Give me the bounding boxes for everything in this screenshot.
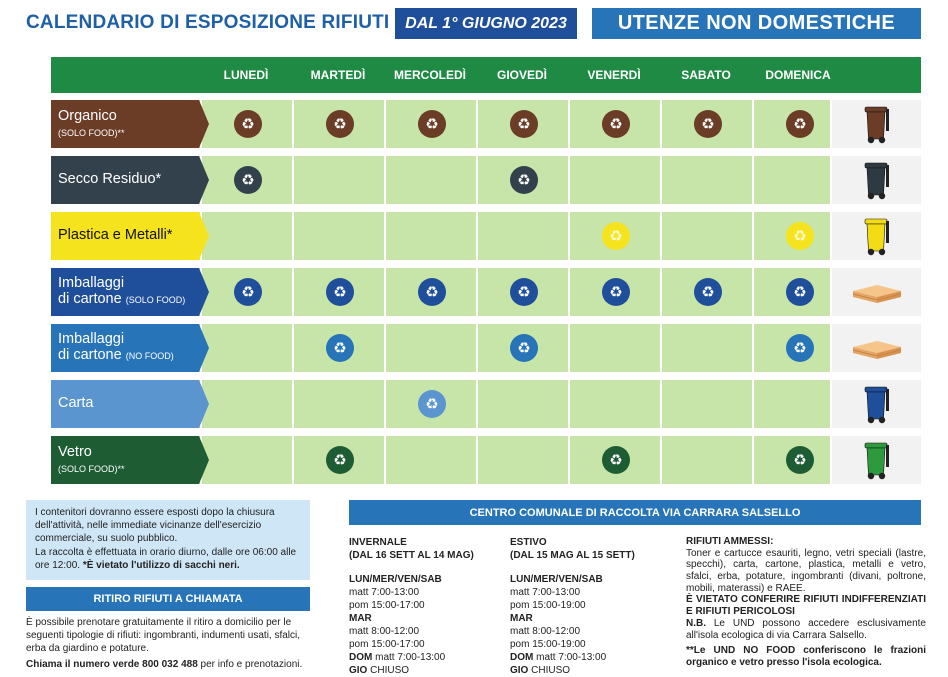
day-group: MAR — [349, 613, 372, 624]
label-arrow — [199, 100, 209, 148]
waste-row — [51, 268, 921, 316]
collection-day-icon: ♻ — [602, 278, 630, 306]
black-bin-icon — [830, 156, 921, 204]
season-title: ESTIVO — [510, 537, 547, 548]
collection-day-icon: ♻ — [602, 110, 630, 138]
collection-day-icon: ♻ — [234, 166, 262, 194]
cardboard-icon — [830, 268, 921, 316]
day-cell — [292, 268, 384, 316]
waste-note: (SOLO FOOD) — [125, 295, 186, 305]
waste-row — [51, 324, 921, 372]
day-cell — [660, 380, 752, 428]
label-arrow — [199, 436, 209, 484]
brown-bin-icon — [830, 100, 921, 148]
waste-name-2: di cartone — [58, 347, 122, 363]
waste-name: Organico — [58, 108, 117, 125]
ritiro-description: È possibile prenotare gratuitamente il ritiro a domicilio per le seguenti tipologie di rifiuti: ingombranti, indumenti usati, sfalci, erba da giardino e potature. — [26, 617, 301, 654]
day-group: LUN/MER/VEN/SAB — [349, 574, 442, 585]
day-cell — [200, 156, 292, 204]
day-header-1: MARTEDÌ — [310, 68, 366, 82]
collection-day-icon: ♻ — [326, 446, 354, 474]
day-cell — [292, 212, 384, 260]
day-cell — [292, 436, 384, 484]
day-group: DOM — [510, 652, 534, 663]
collection-day-icon: ♻ — [694, 278, 722, 306]
day-cell — [568, 156, 660, 204]
collection-day-icon: ♻ — [786, 110, 814, 138]
waste-label — [51, 156, 199, 204]
hours: matt 7:00-13:00 — [375, 652, 446, 663]
day-cell — [200, 212, 292, 260]
waste-label — [51, 380, 199, 428]
day-cell — [384, 268, 476, 316]
day-cell — [292, 156, 384, 204]
day-cell — [200, 100, 292, 148]
season-title: INVERNALE — [349, 537, 407, 548]
day-cell — [568, 212, 660, 260]
waste-label — [51, 436, 199, 484]
collection-day-icon: ♻ — [786, 278, 814, 306]
collection-day-icon: ♻ — [786, 446, 814, 474]
hours: CHIUSO — [531, 665, 571, 676]
day-cell — [568, 436, 660, 484]
schedule-invernale — [349, 536, 474, 677]
day-cell — [384, 156, 476, 204]
collection-day-icon: ♻ — [326, 278, 354, 306]
hours: matt 7:00-13:00 — [349, 587, 420, 598]
waste-name-2: di cartone — [58, 291, 122, 307]
day-header-0: LUNEDÌ — [223, 68, 269, 82]
hours: matt 7:00-13:00 — [536, 652, 607, 663]
hours: matt 8:00-12:00 — [510, 626, 581, 637]
hours: matt 8:00-12:00 — [349, 626, 420, 637]
hours: pom 15:00-19:00 — [510, 639, 586, 650]
waste-name: Plastica e Metalli* — [58, 227, 173, 244]
collection-day-icon: ♻ — [694, 110, 722, 138]
waste-label — [51, 324, 199, 372]
waste-row — [51, 212, 921, 260]
waste-label — [51, 268, 199, 316]
waste-row — [51, 100, 921, 148]
hours: pom 15:00-19:00 — [510, 600, 586, 611]
day-cell — [476, 156, 568, 204]
collection-day-icon: ♻ — [418, 278, 446, 306]
blue-bin-icon — [830, 380, 921, 428]
info-text-2: La raccolta è effettuata in orario diurno, dalle ore 06:00 alle ore 12:00. — [35, 546, 297, 571]
waste-note: (NO FOOD) — [125, 351, 174, 361]
day-cell — [476, 100, 568, 148]
day-cell — [660, 212, 752, 260]
waste-name: Vetro — [58, 444, 92, 461]
rifiuti-ammessi — [686, 536, 926, 669]
day-cell — [200, 268, 292, 316]
waste-name: Secco Residuo* — [58, 171, 162, 188]
cardboard-icon — [830, 324, 921, 372]
day-header-4: VENERDÌ — [587, 68, 641, 82]
collection-day-icon: ♻ — [510, 278, 538, 306]
day-cell — [292, 100, 384, 148]
waste-name: Imballaggi — [58, 331, 125, 348]
collection-day-icon: ♻ — [602, 446, 630, 474]
yellow-bin-icon — [830, 212, 921, 260]
day-cell — [660, 156, 752, 204]
collection-day-icon: ♻ — [510, 166, 538, 194]
info-text-1: I contenitori dovranno essere esposti dopo la chiusura dell'attività, nelle immediate vicinanze dell'esercizio commerciale, su suolo pubblico. — [35, 507, 275, 545]
day-group: GIO — [349, 665, 368, 676]
day-cell — [292, 324, 384, 372]
waste-name: Carta — [58, 395, 94, 412]
hours: CHIUSO — [370, 665, 410, 676]
centro-header: CENTRO COMUNALE DI RACCOLTA VIA CARRARA SALSELLO — [349, 500, 921, 525]
collection-day-icon: ♻ — [418, 110, 446, 138]
hours: pom 15:00-17:00 — [349, 639, 425, 650]
waste-row — [51, 436, 921, 484]
day-cell — [568, 380, 660, 428]
collection-day-icon: ♻ — [234, 110, 262, 138]
waste-label — [51, 212, 199, 260]
collection-day-icon: ♻ — [510, 110, 538, 138]
day-header-3: GIOVEDÌ — [496, 68, 547, 82]
day-group: GIO — [510, 665, 529, 676]
waste-name: Imballaggi — [58, 275, 125, 292]
collection-day-icon: ♻ — [510, 334, 538, 362]
day-cell — [384, 212, 476, 260]
season-period: (DAL 16 SETT AL 14 MAG) — [349, 550, 474, 561]
days-header — [51, 57, 921, 93]
label-arrow — [199, 268, 209, 316]
ammessi-text: Toner e cartucce esauriti, legno, vetri speciali (lastre, specchi), carta, cartone, plastica, metalli e vetro, sfalci, erba, potature, ingombranti (divani, poltrone, mobili, materassi) e RAEE. — [686, 547, 926, 594]
collection-day-icon: ♻ — [234, 278, 262, 306]
day-group: DOM — [349, 652, 373, 663]
day-header-6: DOMENICA — [765, 68, 831, 82]
day-cell — [200, 324, 292, 372]
day-cell — [476, 324, 568, 372]
label-arrow — [199, 212, 209, 260]
day-cell — [384, 436, 476, 484]
waste-row — [51, 380, 921, 428]
day-cell — [476, 212, 568, 260]
collection-day-icon: ♻ — [326, 334, 354, 362]
hours: matt 7:00-13:00 — [510, 587, 581, 598]
day-cell — [568, 268, 660, 316]
green-bin-icon — [830, 436, 921, 484]
info-box — [26, 500, 310, 580]
collection-day-icon: ♻ — [602, 222, 630, 250]
nb-text: Le UND possono accedere esclusivamente all'isola ecologica di via Carrara Salsello. — [686, 617, 926, 641]
waste-note: (SOLO FOOD)** — [58, 127, 125, 138]
day-header-2: MERCOLEDÌ — [394, 68, 466, 82]
day-cell — [476, 380, 568, 428]
ritiro-text — [26, 616, 318, 671]
collection-day-icon: ♻ — [786, 222, 814, 250]
day-cell — [568, 324, 660, 372]
vietato-text: È VIETATO CONFERIRE RIFIUTI INDIFFERENZIATI E RIFIUTI PERICOLOSI — [686, 594, 926, 618]
season-period: (DAL 15 MAG AL 15 SETT) — [510, 550, 635, 561]
waste-label — [51, 100, 199, 148]
collection-day-icon: ♻ — [326, 110, 354, 138]
day-cell — [568, 100, 660, 148]
nb-label: N.B. — [686, 617, 706, 629]
category-badge: UTENZE NON DOMESTICHE — [592, 8, 921, 39]
label-arrow — [199, 380, 209, 428]
ammessi-title: RIFIUTI AMMESSI: — [686, 536, 774, 547]
waste-note: (SOLO FOOD)** — [58, 463, 125, 474]
day-cell — [476, 268, 568, 316]
day-header-5: SABATO — [681, 68, 731, 82]
day-group: MAR — [510, 613, 533, 624]
day-cell — [660, 324, 752, 372]
no-food-note: **Le UND NO FOOD conferiscono le frazioni organico e vetro presso l'isola ecologica. — [686, 645, 926, 668]
info-warning: *È vietato l'utilizzo di sacchi neri. — [82, 559, 240, 571]
ritiro-header: RITIRO RIFIUTI A CHIAMATA — [26, 587, 310, 611]
day-cell — [660, 436, 752, 484]
day-cell — [660, 100, 752, 148]
day-cell — [384, 100, 476, 148]
day-cell — [660, 268, 752, 316]
page-title: CALENDARIO DI ESPOSIZIONE RIFIUTI — [26, 12, 390, 33]
waste-row — [51, 156, 921, 204]
date-badge: DAL 1° GIUGNO 2023 — [395, 8, 577, 39]
ritiro-call: Chiama il numero verde 800 032 488 — [26, 659, 198, 670]
day-group: LUN/MER/VEN/SAB — [510, 574, 603, 585]
day-cell — [200, 436, 292, 484]
day-cell — [200, 380, 292, 428]
collection-day-icon: ♻ — [786, 334, 814, 362]
label-arrow — [199, 156, 209, 204]
day-cell — [384, 380, 476, 428]
ritiro-call-rest: per info e prenotazioni. — [200, 659, 303, 670]
day-cell — [384, 324, 476, 372]
day-cell — [476, 436, 568, 484]
schedule-estivo — [510, 536, 635, 677]
collection-day-icon: ♻ — [418, 390, 446, 418]
label-arrow — [199, 324, 209, 372]
hours: pom 15:00-17:00 — [349, 600, 425, 611]
day-cell — [292, 380, 384, 428]
